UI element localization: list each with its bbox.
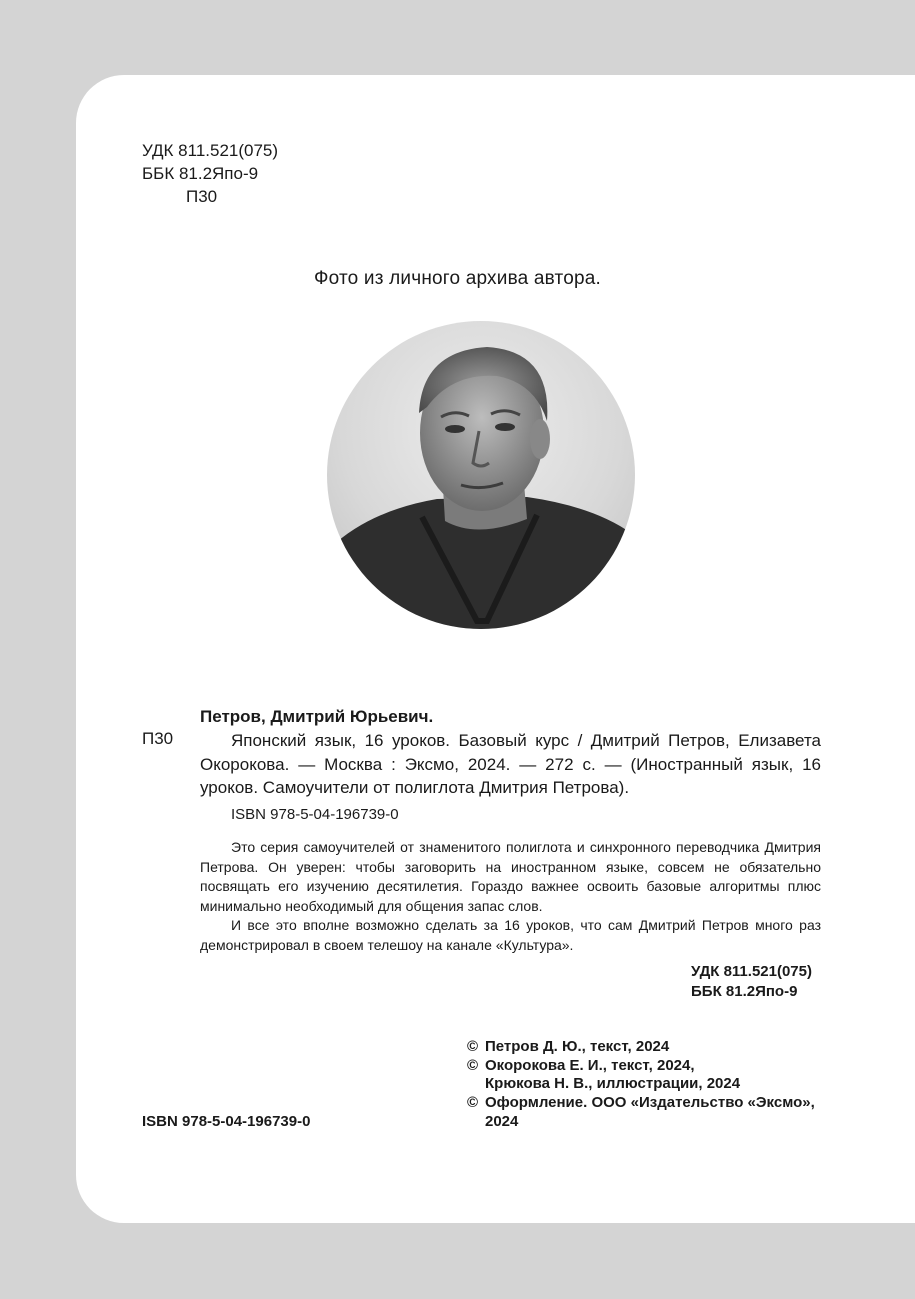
annotation-paragraph: Это серия самоучителей от знаменитого полиглота и синхронного переводчика Дмитрия Петрова. Он уверен: чтобы заговорить на иностранном языке, совсем не обязательно посвящать его изучению десятилетия. Гораздо важнее освоить базовые алгоритмы плюс минимально необходимый для общения запас слов. xyxy=(200,839,821,914)
copyright-text: Петров Д. Ю., текст, 2024 xyxy=(485,1038,670,1055)
index-udk: УДК 811.521(075) xyxy=(691,963,812,980)
copyright-icon: © xyxy=(467,1056,479,1074)
copyright-icon: © xyxy=(467,1038,479,1055)
author-photo xyxy=(327,321,635,629)
copyright-line xyxy=(467,1038,815,1057)
author-portrait-image xyxy=(327,321,635,629)
isbn-bottom: ISBN 978-5-04-196739-0 xyxy=(142,1113,311,1130)
annotation-paragraph: И все это вполне возможно сделать за 16 уроков, что сам Дмитрий Петров много раз демонстрировал в своем телешоу на канале «Культура». xyxy=(200,917,821,953)
copyright-line: Крюкова Н. В., иллюстрации, 2024 xyxy=(485,1075,741,1093)
copyright-icon: © xyxy=(467,1094,479,1112)
index-bbk: ББК 81.2Япо-9 xyxy=(691,983,798,1000)
isbn-line: ISBN 978-5-04-196739-0 xyxy=(231,806,399,823)
bbk-code: ББК 81.2Япо-9 xyxy=(142,164,259,183)
annotation xyxy=(200,838,821,955)
copyright-line xyxy=(467,1094,815,1113)
author-mark: П30 xyxy=(186,187,218,206)
photo-caption: Фото из личного архива автора. xyxy=(313,268,602,289)
copyright-line xyxy=(467,1057,815,1076)
bibliographic-description: Японский язык, 16 уроков. Базовый курс / Дмитрий Петров, Елизавета Окорокова. — Москва : Эксмо, 2024. — 272 с. — (Иностранный язык, 16 уроков. Самоучители от полиглота Дмитрия Петрова). xyxy=(200,731,821,797)
copyright-text: Окорокова Е. И., текст, 2024, xyxy=(485,1056,695,1074)
copyright-text: Оформление. ООО «Издательство «Эксмо», xyxy=(485,1094,815,1112)
classification-block xyxy=(142,139,278,208)
author-heading: Петров, Дмитрий Юрьевич. xyxy=(200,707,434,726)
index-codes xyxy=(691,962,812,1002)
udk-code: УДК 811.521(075) xyxy=(142,141,279,160)
copyright-block xyxy=(467,1038,815,1132)
entry-code: П30 xyxy=(142,729,174,748)
copyright-line: 2024 xyxy=(485,1112,519,1130)
